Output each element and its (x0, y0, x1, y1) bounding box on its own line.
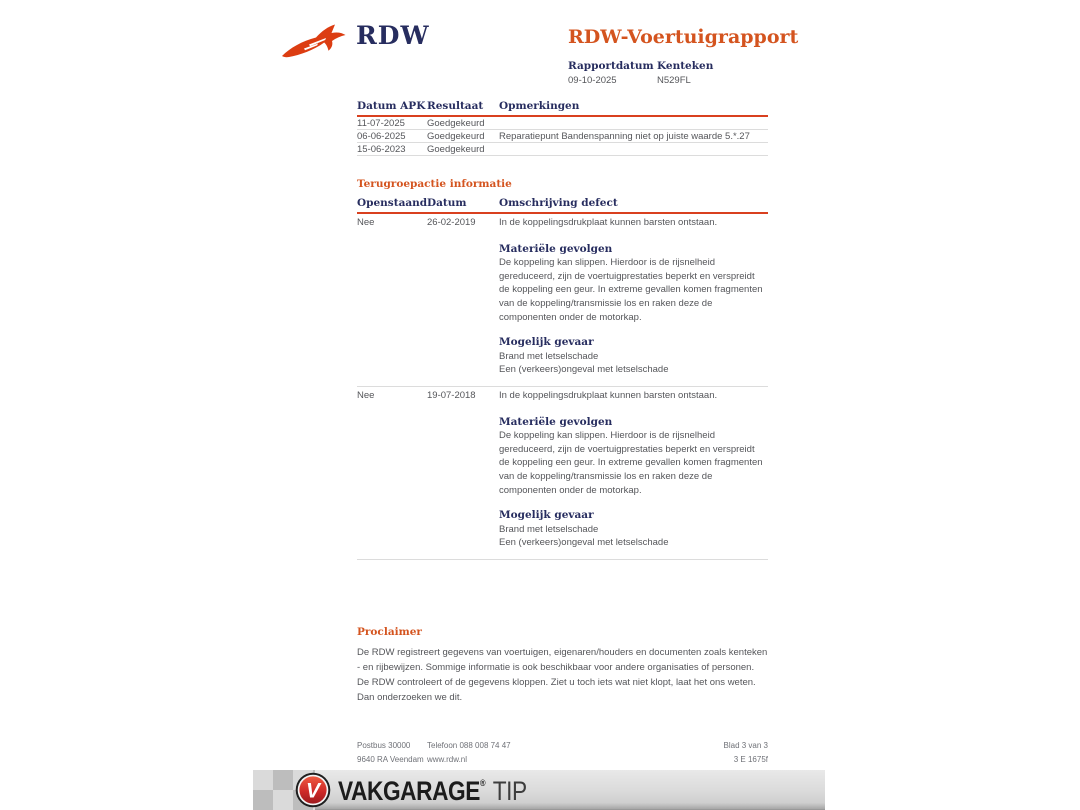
recall-gevolgen-text: De koppeling kan slippen. Hierdoor is de rijsnelheid gereduceerd, zijn de voertuigprestaties beperkt en verspreidt de koppeling een geur. In extreme gevallen komen fragmenten van de koppeling/transmissie los en raken deze de componenten onder de motorkap. (499, 257, 763, 323)
recall-defect: In de koppelingsdrukplaat kunnen barsten ontstaan. (499, 389, 718, 401)
footer-address-line2: 9640 RA Veendam (357, 755, 424, 764)
page-title: RDW-Voertuigrapport (568, 26, 799, 48)
page-footer (357, 741, 768, 769)
proclaimer-text: De RDW registreert gegevens van voertuigen, eigenaren/houders en documenten zoals kenteken - en rijbewijzen. Sommige informatie is ook beschikbaar voor andere organisaties of personen. De RDW controleert of de gegevens kloppen. Ziet u toch iets wat niet klopt, laat het ons weten. Dan onderzoeken we dit. (357, 647, 768, 703)
rapportdatum-value: 09-10-2025 (568, 75, 617, 86)
rapportdatum-label: Rapportdatum (568, 60, 654, 72)
apk-table-row (357, 117, 768, 130)
rapportdatum-field (568, 60, 657, 86)
recall-gevolgen-heading: Materiële gevolgen (499, 242, 613, 255)
recall-header-openstaand: Openstaand (357, 197, 428, 209)
recall-section-title: Terugroepactie informatie (357, 178, 512, 190)
recall-gevaar-line: Brand met letselschade (499, 350, 599, 362)
recall-detail (499, 389, 768, 550)
apk-cell-resultaat: Goedgekeurd (427, 131, 485, 142)
apk-cell-datum: 11-07-2025 (357, 118, 405, 129)
apk-cell-resultaat: Goedgekeurd (427, 144, 485, 155)
footer-page-number: Blad 3 van 3 (723, 741, 768, 750)
vakgarage-tip-text: TIP (492, 776, 527, 806)
apk-cell-opmerkingen: Reparatiepunt Bandenspanning niet op juiste waarde 5.*.27 (499, 131, 750, 142)
recall-gevaar-line: Een (verkeers)ongeval met letselschade (499, 537, 669, 549)
recall-row (357, 387, 768, 560)
vakgarage-logo-letter: V (305, 779, 321, 803)
recall-openstaand: Nee (357, 217, 375, 228)
apk-header-resultaat: Resultaat (427, 100, 484, 112)
recall-gevaar-line: Brand met letselschade (499, 523, 599, 535)
recall-table-header-row (357, 195, 768, 214)
vakgarage-logo-icon (295, 772, 331, 808)
proclaimer-title: Proclaimer (357, 626, 422, 638)
apk-table (357, 98, 768, 156)
proclaimer-section (357, 626, 768, 705)
footer-phone: Telefoon 088 008 74 47 (427, 741, 511, 750)
recall-row (357, 214, 768, 387)
kenteken-value: N529FL (657, 75, 691, 86)
report-meta (568, 60, 746, 86)
vakgarage-banner (253, 770, 825, 810)
recall-defect: In de koppelingsdrukplaat kunnen barsten ontstaan. (499, 217, 718, 228)
rdw-logo-icon (281, 22, 347, 64)
apk-cell-opmerkingen (499, 145, 768, 154)
apk-table-header-row (357, 98, 768, 117)
footer-doc-code: 3 E 1675f (733, 755, 768, 764)
apk-cell-datum: 15-06-2023 (357, 144, 406, 155)
recall-openstaand: Nee (357, 389, 375, 401)
recall-detail (499, 216, 768, 377)
apk-header-opmerkingen: Opmerkingen (499, 100, 580, 112)
recall-gevaar-heading: Mogelijk gevaar (499, 336, 594, 349)
kenteken-label: Kenteken (657, 60, 714, 72)
kenteken-field (657, 60, 746, 86)
apk-table-row (357, 130, 768, 143)
recall-header-datum: Datum (427, 197, 467, 209)
apk-cell-datum: 06-06-2025 (357, 131, 406, 142)
recall-gevaar-line: Een (verkeers)ongeval met letselschade (499, 364, 669, 376)
registered-trademark-mark: ® (479, 778, 486, 788)
footer-address-line1: Postbus 30000 (357, 741, 411, 750)
apk-header-datum: Datum APK (357, 100, 426, 112)
vakgarage-brand-text: VAKGARAGE (338, 776, 480, 806)
recall-datum: 26-02-2019 (427, 217, 476, 228)
apk-table-row (357, 143, 768, 156)
recall-gevolgen-text: De koppeling kan slippen. Hierdoor is de rijsnelheid gereduceerd, zijn de voertuigprestaties beperkt en verspreidt de koppeling een geur. In extreme gevallen komen fragmenten van de koppeling/transmissie los en raken deze de componenten onder de motorkap. (499, 430, 763, 496)
footer-website: www.rdw.nl (427, 755, 468, 764)
vakgarage-wordmark (338, 776, 527, 807)
recall-datum: 19-07-2018 (427, 389, 476, 401)
recall-section (357, 178, 768, 560)
recall-gevolgen-heading: Materiële gevolgen (499, 415, 613, 428)
apk-cell-resultaat: Goedgekeurd (427, 118, 485, 129)
recall-gevaar-heading: Mogelijk gevaar (499, 509, 594, 522)
rdw-wordmark: RDW (356, 21, 430, 50)
apk-cell-opmerkingen (499, 119, 768, 128)
recall-header-omschrijving: Omschrijving defect (499, 197, 618, 209)
